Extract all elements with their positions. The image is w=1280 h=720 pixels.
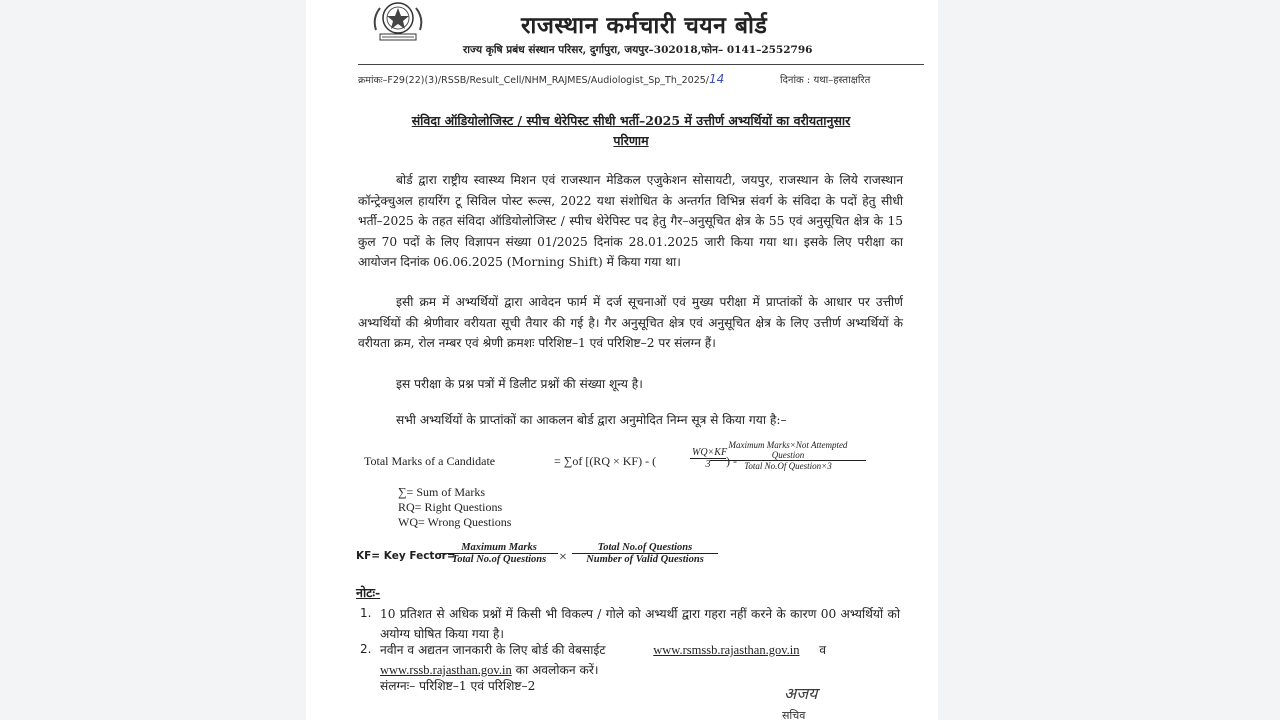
paragraph-3: इस परीक्षा के प्रश्न पत्रों में डिलीट प्रश्नों की संख्या शून्य है। <box>396 377 643 391</box>
paragraph-4: सभी अभ्यर्थियों के प्राप्तांकों का आकलन बोर्ड द्वारा अनुमोदित निम्न सूत्र से किया गया है:– <box>396 413 787 427</box>
key-factor-times: × <box>559 550 567 565</box>
legend-sum: ∑= Sum of Marks <box>398 485 485 499</box>
key-factor-label: KF= Key Fector= <box>356 550 456 562</box>
paragraph-1: बोर्ड द्वारा राष्ट्रीय स्वास्थ्य मिशन एवं राजस्थान मेडिकल एजुकेशन सोसायटी, जयपुर, राजस्थान के लिये राजस्थान कॉन्ट्रेक्चुअल हायरिंग टू सिविल पोस्ट रूल्स, 2022 यथा संशोधित के अन्तर्गत विभिन्न संवर्ग के संविदा के पदों हेतु सीधी भर्ती–2025 के तहत संविदा ऑडियोलोजिस्ट / स्पीच थेरेपिस्ट पद हेतु गैर–अनुसूचित क्षेत्र के 55 एवं अनुसूचित क्षेत्र के 15 कुल 70 पदों के लिए विज्ञापन संख्या 01/2025 दिनांक 28.01.2025 जारी किया गया था। इसके लिए परीक्षा का आयोजन दिनांक 06.06.2025 (Morning Shift) में किया गया था। <box>358 173 903 269</box>
legend-rq: RQ= Right Questions <box>398 500 503 514</box>
header-divider <box>358 64 924 65</box>
key-factor-fraction-2: Total No.of Questions Number of Valid Questions <box>572 542 718 565</box>
org-address: राज्य कृषि प्रबंध संस्थान परिसर, दुर्गापुरा, जयपुर–302018,फोन– 0141–2552796 <box>463 44 813 56</box>
formula-expression: = ∑of [(RQ × KF) - ( <box>554 454 657 468</box>
subject-line-2: परिणाम <box>613 133 649 148</box>
note-1-number: 1. <box>360 606 372 620</box>
legend-wq: WQ= Wrong Questions <box>398 515 512 529</box>
formula-label: Total Marks of a Candidate <box>364 454 496 468</box>
note-2-text: नवीन व अद्यतन जानकारी के लिए बोर्ड की वेबसाईट www.rsmssb.rajasthan.gov.in व www.rssb.rajasthan.gov.in का अवलोकन करें। <box>380 643 827 677</box>
formula-minus: ) - <box>726 454 737 468</box>
rssb-seal-logo <box>368 0 428 46</box>
formula-fraction-wq: $\frac{WQ\times KF}{3}$ <box>692 447 728 470</box>
notes-title: नोटः- <box>356 585 381 600</box>
key-factor-fraction-1: Maximum Marks Total No.of Questions <box>440 542 558 565</box>
paragraph-2: इसी क्रम में अभ्यर्थियों द्वारा आवेदन फार्म में दर्ज सूचनाओं एवं मुख्य परीक्षा में प्राप्तांकों के आधार पर उत्तीर्ण अभ्यर्थियों की श्रेणीवार वरीयता सूची तैयार की गई है। गैर अनुसूचित क्षेत्र एवं अनुसूचित क्षेत्र के लिए उत्तीर्ण अभ्यर्थियों के वरीयता क्रम, रोल नम्बर एवं श्रेणी क्रमशः परिशिष्ट–1 एवं परिशिष्ट–2 पर संलग्न हैं। <box>358 295 903 350</box>
reference-date: दिनांक : यथा–हस्ताक्षरित <box>780 75 871 86</box>
note-1-text: 10 प्रतिशत से अधिक प्रश्नों में किसी भी विकल्प / गोले को अभ्यर्थी द्वारा गहरा नहीं करने के कारण 00 अभ्यर्थियों को अयोग्य घोषित किया गया है। <box>380 607 900 641</box>
document-page <box>306 0 938 720</box>
note-2-number: 2. <box>360 642 372 656</box>
subject-line-1: संविदा ऑडियोलोजिस्ट / स्पीच थेरेपिस्ट सीधी भर्ती–2025 में उत्तीर्ण अभ्यर्थियों का वरीयतानुसार <box>411 113 851 128</box>
signature-scribble: अजय <box>784 684 818 703</box>
attachment-note: संलग्नः– परिशिष्ट–1 एवं परिशिष्ट–2 <box>380 679 536 693</box>
rssb-website-link[interactable]: www.rssb.rajasthan.gov.in <box>380 663 512 677</box>
rsmssb-website-link[interactable]: www.rsmssb.rajasthan.gov.in <box>653 643 800 657</box>
reference-handwritten: 14 <box>709 72 725 86</box>
reference-number <box>358 72 724 86</box>
signature-title: सचिव <box>782 709 806 720</box>
formula-fraction-unattempted: Maximum Marks×Not Attempted Question Total No.Of Question×3 <box>710 440 866 471</box>
org-name: राजस्थान कर्मचारी चयन बोर्ड <box>521 12 768 39</box>
reference-text: क्रमांकः–F29(22)(3)/RSSB/Result_Cell/NHM_RAJMES/Audiologist_Sp_Th_2025/ <box>358 75 710 86</box>
